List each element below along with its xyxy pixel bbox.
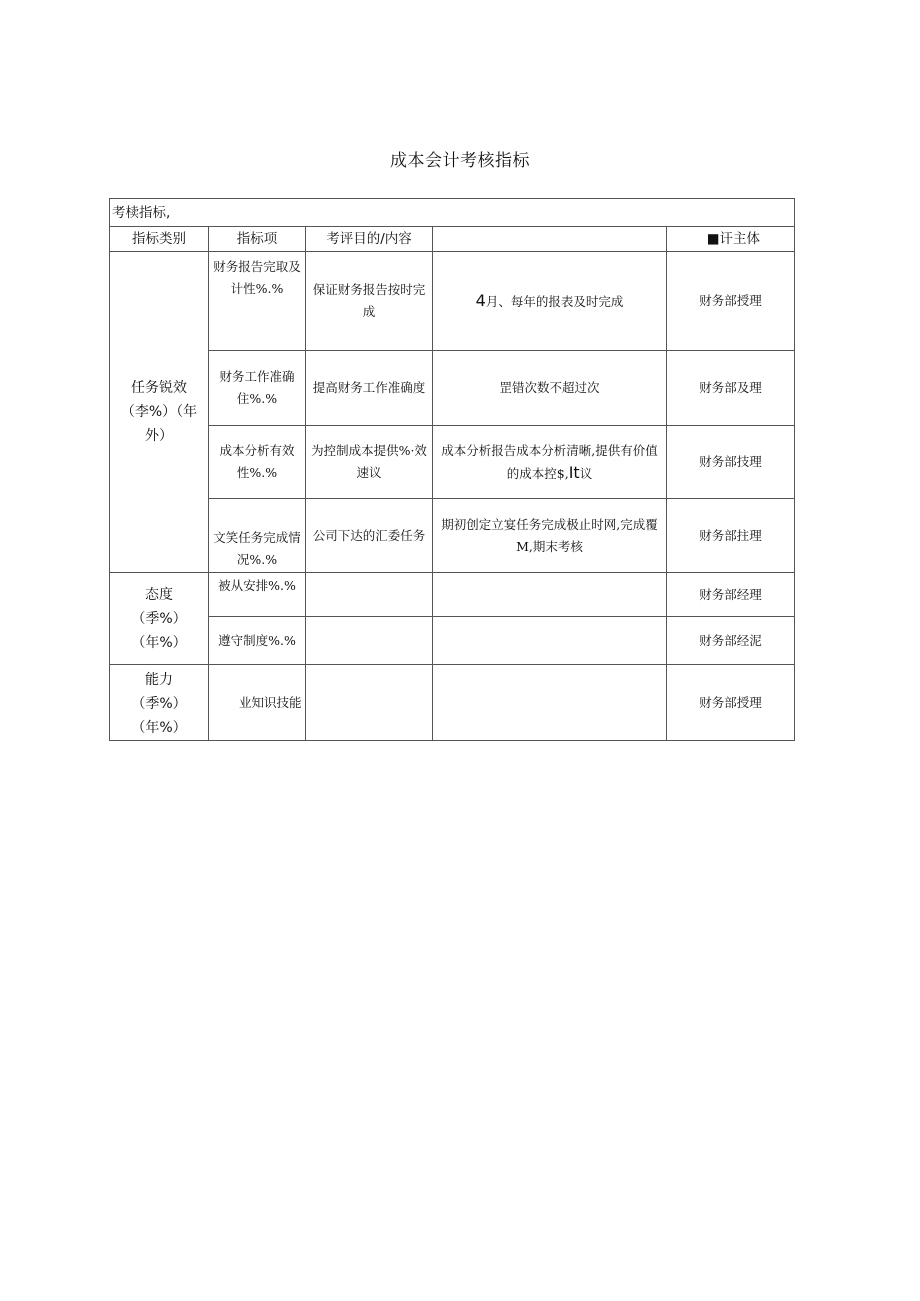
item-cell: 成本分析有效性%.% bbox=[209, 426, 306, 499]
table-row bbox=[110, 499, 795, 573]
standard-cell bbox=[433, 252, 667, 351]
item-cell: 财务工作准确住%.% bbox=[209, 351, 306, 426]
table-caption: 考椟指标, bbox=[110, 199, 795, 227]
evaluator-cell: 财务部授理 bbox=[667, 252, 795, 351]
table-row bbox=[110, 426, 795, 499]
category-attitude: 态度（季%）（年%） bbox=[110, 573, 209, 665]
evaluator-cell: 财务部授理 bbox=[667, 665, 795, 741]
table-row bbox=[110, 617, 795, 665]
standard-cell bbox=[433, 426, 667, 499]
goal-cell: 保证财务报告按时完成 bbox=[306, 252, 433, 351]
standard-cell: 罡错次数不超过次 bbox=[433, 351, 667, 426]
goal-cell: 公司下达的汇委任务 bbox=[306, 499, 433, 573]
table-row bbox=[110, 665, 795, 741]
table-row bbox=[110, 252, 795, 351]
page-title: 成本会计考核指标 bbox=[390, 151, 530, 171]
item-cell: 财务报告完取及计性%.% bbox=[209, 252, 306, 351]
standard-tail: 议 bbox=[579, 465, 593, 481]
evaluator-cell: 财务部技理 bbox=[667, 426, 795, 499]
item-cell: 文笑任务完成情况%.% bbox=[209, 499, 306, 573]
table-row bbox=[110, 573, 795, 617]
standard-cell bbox=[433, 665, 667, 741]
goal-cell: 为控制成本提供%·效速议 bbox=[306, 426, 433, 499]
evaluator-cell: 财务部及理 bbox=[667, 351, 795, 426]
item-cell: 遵守制度%.% bbox=[209, 617, 306, 665]
evaluator-cell: 财务部经理 bbox=[667, 573, 795, 617]
header-category: 指标类别 bbox=[110, 227, 209, 252]
standard-cell: 期初创定立宴任务完成极止时网,完成覆M,期末考核 bbox=[433, 499, 667, 573]
header-standard bbox=[433, 227, 667, 252]
standard-mark: It bbox=[568, 462, 580, 482]
table-row bbox=[110, 351, 795, 426]
header-evaluator: ■讦主体 bbox=[667, 227, 795, 252]
standard-text: 成本分析报告成本分析清晰,提供有价值的成本控$, bbox=[441, 442, 658, 481]
evaluator-cell: 财务部经泥 bbox=[667, 617, 795, 665]
evaluator-cell: 财务部拄理 bbox=[667, 499, 795, 573]
header-goal: 考评目的/内容 bbox=[306, 227, 433, 252]
kpi-table bbox=[109, 198, 795, 741]
standard-number: 4 bbox=[475, 290, 486, 310]
item-cell: 业知识技能 bbox=[209, 665, 306, 741]
standard-cell bbox=[433, 573, 667, 617]
item-cell: 被从安排%.% bbox=[209, 573, 306, 617]
header-item: 指标项 bbox=[209, 227, 306, 252]
category-performance: 任务锐效（李%）（年外） bbox=[110, 252, 209, 573]
standard-cell bbox=[433, 617, 667, 665]
goal-cell bbox=[306, 573, 433, 617]
goal-cell bbox=[306, 617, 433, 665]
category-ability: 能力（季%）（年%） bbox=[110, 665, 209, 741]
standard-text: 月、每年的报表及时完成 bbox=[485, 293, 624, 309]
goal-cell: 提高财务工作准确度 bbox=[306, 351, 433, 426]
goal-cell bbox=[306, 665, 433, 741]
